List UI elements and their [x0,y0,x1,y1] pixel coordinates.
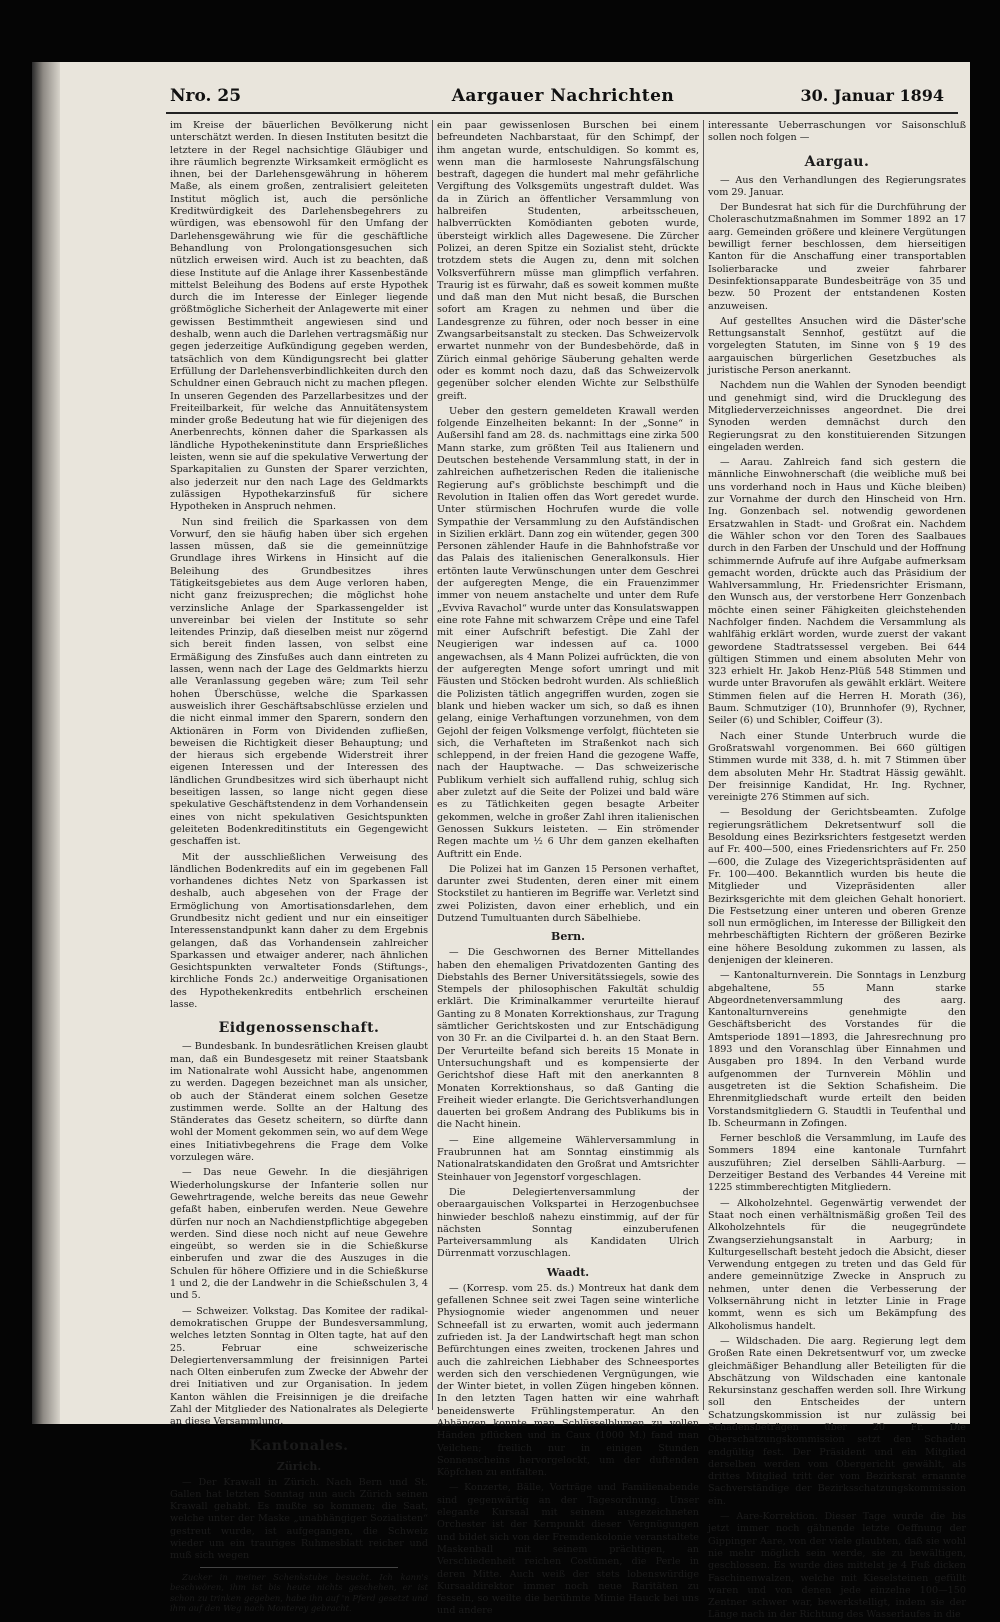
paragraph: — Eine allgemeine Wählerversammlung in Fraubrunnen hat am Sonntag einstimmig als Nationalratskandidaten den Großrat und Amtsrichter Steinhauer von Jegenstorf vorgeschlagen. [437,1134,699,1183]
section-heading-eidgenossenschaft: Eidgenossenschaft. [218,1020,380,1037]
paragraph: Ferner beschloß die Versammlung, im Laufe des Sommers 1894 eine kantonale Turnfahrt auszuführen; Ziel derselben Sählli-Aarburg. — Derzeitiger Bestand des Verbandes 44 Vereine mit 1225 stimmberechtigten Mitgliedern. [708,1133,966,1194]
column-1 [170,120,428,1614]
paragraph: — Konzerte, Bälle, Vorträge und Familienabende sind gegenwärtig an der Tagesordnung. Unser elegante Kursaal mit seinem ausgezeichneten Orchester ist der Kernpunkt dieser Vergnügungen und bildet sich von der Fremdenkolonie veranstaltete Maskenball mit seinem prächtigen, an Verschiedenheit reichen Costümen, die Perle in deren Mitte. Auch weiß der stets lobenswürdige Kursaaldirektor immer noch neue Raritäten zu fesseln, so weilte die berühmte Mimie Hauck bei uns und andere [437,1482,699,1617]
column-separator [432,120,433,1410]
paragraph: — Wildschaden. Die aarg. Regierung legt dem Großen Rate einen Dekretsentwurf vor, um zwecke gleichmäßiger Behandlung aller Beteiligten für die Abschätzung von Wildschaden eine kantonale Rekursinstanz geschaffen werden soll. Ihre Wirkung soll den Entscheides der untern Schatzungskommission ist nur zulässig bei Schadensbeträgen über 20 Fr. Die Oberschatzungskommission setzt den Schaden endgültig fest. Der Präsident und ein Mitglied derselben werden vom Obergericht gewählt, als drittes Mitglied tritt der vom Bezirksrat ernannte Sachverständige der Bezirksschatzungskommission ein. [708,1335,966,1507]
paragraph: — Der Krawall in Zürich. Nach Bern und St. Gallen hat letzten Sonntag nun auch Zürich seinen Krawall gehabt. Es mußte so kommen; die Saat, welche unter der Maske „unabhängiger Sozialisten“ gestreut wurde, ist aufgegangen, die Schweiz wieder um ein trauriges Ruhmesblatt reicher und muß sich wegen [170,1476,428,1562]
paragraph: interessante Ueberraschungen vor Saisonschluß sollen noch folgen — [708,120,966,144]
paragraph: Die Delegiertenversammlung der oberaargauischen Volkspartei in Herzogenbuchsee hinwieder beschloß nahezu einstimmig, auf der für nächsten Sonntag einzuberufenen Parteiversammlung als Kandidaten Ulrich Dürrenmatt vorzuschlagen. [437,1186,699,1260]
divider [200,1567,398,1568]
issue-number: Nro. 25 [170,86,242,106]
subheading-zuerich: Zürich. [276,1459,322,1473]
issue-date: 30. Januar 1894 [800,86,944,105]
paragraph: Die Polizei hat im Ganzen 15 Personen verhaftet, darunter zwei Studenten, deren einer mit einem Stockstilet zu hantieren im Begriffe war. Verletzt sind zwei Polizisten, davon einer erheblich, und ein Dutzend Tumultuanten durch Säbelhiebe. [437,863,699,924]
newspaper-page [32,62,970,1621]
paragraph: im Kreise der bäuerlichen Bevölkerung nicht unterschätzt werden. In diesen Instituten besitzt die letztere in der Regel nachsichtige Gläubiger und ihre räumlich begrenzte Wirksamkeit ermöglicht es ihnen, bei der Darlehensgewährung in höherem Maße, als einem großen, zentralisiert geleiteten Institut möglich ist, auch die persönliche Kreditwürdigkeit des Darlehensbegehrers zu würdigen, was ebensowohl für den Umfang der Darlehensgewährung wie für die geschäftliche Behandlung von Prolongationsgesuchen sich nützlich erweisen wird. Auch ist zu beachten, daß diese Institute auf die Anlage ihrer Kassenbestände mittelst Beleihung des Bodens auf erste Hypothek durch die im Interesse der Einleger liegende größtmögliche Sicherheit der Anlagewerte mit einer gewissen Bestimmtheit angewiesen sind und deshalb, wenn auch die Darlehen vertragsmäßig nur gegen jederzeitige Aufkündigung gegeben werden, tatsächlich von dem Kündigungsrecht bei glatter Erfüllung der Darlehensverbindlichkeiten durch den Schuldner einen Gebrauch nicht zu machen pflegen. In unseren Gegenden des Parzellarbesitzes und der Freiteilbarkeit, für welche das Annuitätensystem minder große Bedeutung hat wie für diejenigen des Anerbenrechts, können daher die Sparkassen als ländliche Hypothekeninstitute dann Ersprießliches leisten, wenn sie auf die spekulative Verwertung der Sparkapitalien zu Gunsten der Sparer verzichten, also jederzeit nur den nach Lage des Geldmarkts zulässigen Hypothekarzinsfuß für sichere Hypotheken in Anspruch nehmen. [170,120,428,513]
paragraph: — Kantonalturnverein. Die Sonntags in Lenzburg abgehaltene, 55 Mann starke Abgeordnetenversammlung des aarg. Kantonalturnvereins genehmigte den Geschäftsbericht des Vorstandes für die Amtsperiode 1891—1893, die Jahresrechnung pro 1893 und den Voranschlag über Einnahmen und Ausgaben pro 1894. In den Verband wurde aufgenommen der Turnverein Möhlin und ausgetreten ist die Sektion Schafisheim. Die Ehrenmitgliedschaft wurde erteilt den beiden Vorstandsmitgliedern G. Staudtli in Teufenthal und Ib. Scheurmann in Zofingen. [708,970,966,1129]
subheading-waadt: Waadt. [546,1265,590,1279]
paragraph: — Alkoholzehntel. Gegenwärtig verwendet der Staat noch einen verhältnismäßig großen Teil des Alkoholzehntels für die neugegründete Zwangserziehungsanstalt in Aarburg; in Kulturgesellschaft besteht jedoch die Absicht, dieser Verwendung entgegen zu treten und das Geld für andere gemeinnützige Zwecke in Anspruch zu nehmen, unter denen die Verbesserung der Volksernährung nicht in letzter Linie in Frage kommt, wenn es sich um Bekämpfung des Alkoholismus handelt. [708,1197,966,1332]
paragraph: — Die Geschwornen des Berner Mittellandes haben den ehemaligen Privatdozenten Ganting des Diebstahls des Berner Universitätssiegels, sowie des Stempels der philosophischen Fakultät schuldig erklärt. Die Kriminalkammer verurteilte hierauf Ganting zu 8 Monaten Korrektionshaus, zur Tragung sämtlicher Gerichtskosten und zur Entschädigung von 30 Fr. an die Civilpartei d. h. an den Staat Bern. Der Verurteilte befand sich bereits 15 Monate in Untersuchungshaft und es kompensierte der Gerichtshof diese Haft mit den anerkannten 8 Monaten Korrektionshaus, so daß Ganting die Freiheit wieder erlangte. Die Gerichtsverhandlungen dauerten bei großem Andrang des Publikums bis in die Nacht hinein. [437,947,699,1131]
masthead-rule [166,112,958,114]
paragraph: ein paar gewissenlosen Burschen bei einem befreundeten Nachbarstaat, für den Schimpf, der ihm angetan wurde, entschuldigen. So kommt es, wenn man die harmloseste Nahrungsfälschung bestraft, dagegen die hundert mal mehr gefährliche Vergiftung des Volksgemüts ungestraft duldet. Was da in Zürich an öffentlicher Versammlung von halbreifen Studenten, arbeitsscheuen, halbverrückten Komödianten geboten wurde, übersteigt wirklich alles Dagewesene. Die Zürcher Polizei, an deren Spitze ein Sozialist steht, drückte trotzdem stets die Augen zu, denn mit solchen Volksverführern müsse man glimpflich verfahren. Traurig ist es fürwahr, daß es soweit kommen mußte und daß man den Mut nicht besaß, die Burschen sofort am Kragen zu nehmen und über die Landesgrenze zu führen, oder noch besser in eine Zwangsarbeitsanstalt zu stecken. Das Schweizervolk erwartet nunmehr von der Bundesbehörde, daß in Zürich einmal gehörige Säuberung gehalten werde oder es kommt noch dazu, daß das Schweizervolk gegenüber solcher elenden Wichte zur Selbsthülfe greift. [437,120,699,402]
subheading-bern: Bern. [551,930,585,944]
paragraph: Auf gestelltes Ansuchen wird die Däster'sche Rettungsanstalt Sennhof, gestützt auf die vorgelegten Statuten, im Sinne von § 19 des aargauischen bürgerlichen Gesetzbuches als juristische Person anerkannt. [708,315,966,377]
column-2 [437,120,699,1617]
column-3 [708,120,966,1621]
paragraph: — Aarau. Zahlreich fand sich gestern die männliche Einwohnerschaft (die weibliche muß bei uns vorderhand noch in Haus und Küche bleiben) zur Vornahme der durch den Hinscheid von Hrn. Ing. Gonzenbach sel. notwendig gewordenen Ersatzwahlen in Stadt- und Großrat ein. Nachdem die Wähler schon vor den Toren des Saalbaues durch in den Farben der Unschuld und der Hoffnung schimmernde Aufrufe auf ihre Aufgabe aufmerksam gemacht worden, drückte auch das Präsidium der Wahlversammlung, Hr. Friedensrichter Erismann, den Wunsch aus, der verstorbene Herr Gonzenbach möchte einen seiner Fähigkeiten gleichstehenden Nachfolger finden. Nachdem die Versammlung als wahlfähig erklärt worden, wurde zuerst der vakant gewordene Stadtratssessel vergeben. Bei 644 gültigen Stimmen und einem absoluten Mehr von 323 erhielt Hr. Jakob Henz-Plüß 548 Stimmen und wurde unter Bravorufen als gewählt erklärt. Weitere Stimmen fielen auf die Herren H. Morath (36), Baum. Schmutziger (10), Brunnhofer (9), Rychner, Seiler (6) und Schibler, Coiffeur (3). [708,457,966,727]
paragraph: — Bundesbank. In bundesrätlichen Kreisen glaubt man, daß ein Bundesgesetz mit reiner Staatsbank im Nationalrate wohl Aussicht habe, angenommen zu werden. Dagegen bezeichnet man als unsicher, ob auch der Ständerat einem solchen Gesetze zustimmen werde. Sollte an der Haltung des Ständerates das Gesetz scheitern, so dürfte dann wohl der Moment gekommen sein, wo auf dem Wege eines Initiativbegehrens die Frage dem Volke vorzulegen wäre. [170,1041,428,1164]
footnote: Zucker in meiner Schenkstube besucht. Ich kann's beschwören, ihm ist bis heute nichts geschehen, er ist schon zu trinken gegeben, habe ihn auf 'n Pferd gesetzt und ihm auf den Weg nach Monterey gebracht. [170,1571,428,1614]
paragraph: — (Korresp. vom 25. ds.) Montreux hat dank dem gefallenen Schnee seit zwei Tagen seine winterliche Physiognomie wieder angenommen und neuer Schneefall ist zu erwarten, womit auch jedermann zufrieden ist. Ja der Landwirtschaft hegt man schon Befürchtungen eines zweiten, trockenen Jahres und auch die zahlreichen Liebhaber des Schneesportes werden sich den verschiedenen Vergnügungen, wie der Winter bietet, in vollen Zügen hingeben können. In den letzten Tagen hatten wir eine wahrhaft beneidenswerte Frühlingstemperatur. An den Abhängen konnte man Schlüsselblumen zu vollen Händen pflücken und in Caux (1000 M.) fand man Veilchen; freilich nur in einigen Stunden Sonnenscheins hervorgelockt, um der duftenden Köpfchen zu entfalten. [437,1282,699,1479]
masthead [160,86,966,108]
section-heading-aargau: Aargau. [804,153,870,170]
paragraph: — Das neue Gewehr. In die diesjährigen Wiederholungskurse der Infanterie sollen nur Gewehrtragende, welche bereits das neue Gewehr gefaßt haben, einberufen werden. Neue Gewehre dürfen nur noch an Nachdienstpflichtige abgegeben werden. Sind diese noch nicht auf neue Gewehre eingeübt, so werden sie in die Schießkurse einberufen und zwar die des Auszuges in die Schulen für höhere Offiziere und in die Schießkurse 1 und 2, die der Landwehr in die Schießschulen 3, 4 und 5. [170,1167,428,1302]
paper-title: Aargauer Nachrichten [451,86,675,106]
paragraph: Ueber den gestern gemeldeten Krawall werden folgende Einzelheiten bekannt: In der „Sonne“ in Außersihl fand am 28. ds. nachmittags eine zirka 500 Mann starke, zum größten Teil aus Italienern und Deutschen bestehende Versammlung statt, in der in zahlreichen aufhetzerischen Reden die italienische Regierung auf's gröblichste beschimpft und die Revolution in Italien offen das Wort geredet wurde. Unter stürmischen Hochrufen wurde die volle Sympathie der Versammlung zu den Aufständischen in Sizilien erklärt. Dann zog ein wütender, gegen 300 Personen zählender Haufe in die Bahnhofstraße vor das Palais des italienischen Generalkonsuls. Hier ertönten laute Verwünschungen unter dem Geschrei der aufgeregten Menge, die ein Frauenzimmer immer von neuem anstachelte und unter dem Rufe „Evviva Ravachol“ wurde unter das Konsulatswappen eine rote Fahne mit schwarzem Crêpe und eine Tafel mit einer Aufschrift befestigt. Die Zahl der Neugierigen war indessen auf ca. 1000 angewachsen, als 4 Mann Polizei aufrückten, die von der aufgeregten Menge sofort umringt und mit Fäusten und Stöcken bedroht wurden. Als schließlich die Polizisten tätlich angegriffen wurden, zogen sie blank und hieben wacker um sich, so daß es ihnen gelang, einige Verhaftungen vorzunehmen, von dem Gejohl der feigen Volksmenge verfolgt, flüchteten sie sich, die Verhafteten im Straßenkot nach sich schleppend, in der freien Hand die gezogene Waffe, nach der Hauptwache. — Das schweizerische Publikum verhielt sich auffallend ruhig, schlug sich aber zuletzt auf die Seite der Polizei und bald wäre es zu Tätlichkeiten gegen besagte Arbeiter gekommen, welche in großer Zahl ihren italienischen Genossen Sukkurs leisteten. — Ein strömender Regen machte um ½ 6 Uhr dem ganzen ekelhaften Auftritt ein Ende. [437,405,699,860]
paragraph: Nun sind freilich die Sparkassen von dem Vorwurf, den sie häufig haben über sich ergehen lassen müssen, daß sie die gemeinnützige Grundlage ihres Wirkens in Hinsicht auf die Beleihung des Grundbesitzes ihres Tätigkeitsgebietes aus dem Auge verloren haben, nicht ganz freizusprechen; die möglichst hohe verzinsliche Anlage der Sparkassengelder ist unvereinbar bei vielen der Institute so sehr leitendes Prinzip, daß dieselben meist nur zögernd sich bereit finden lassen, von selbst eine Ermäßigung des Zinsfußes auch dann eintreten zu lassen, wenn nach der Lage des Geldmarkts hierzu alle Veranlassung gegeben wäre; zum Teil sehr hohen Überschüsse, welche die Sparkassen ausweislich ihrer Geschäftsabschlüsse erzielen und die nicht einmal immer den Sparern, sondern den Aktionären in Form von Dividenden zufließen, beweisen die Richtigkeit dieser Behauptung; und der hieraus sich ergebende Widerstreit ihrer eigenen Interessen und der Interessen des ländlichen Grundbesitzes wird sich überhaupt nicht beseitigen lassen, so lange nicht gegen diese spekulative Geschäftstendenz in dem Vorhandensein eines von nicht spekulativen Gesichtspunkten geleiteten Bodenkreditinstituts ein Gegengewicht geschaffen ist. [170,516,428,848]
paragraph: — Besoldung der Gerichtsbeamten. Zufolge regierungsrätlichem Dekretsentwurf soll die Besoldung eines Bezirksrichters festgesetzt werden auf Fr. 400—500, eines Friedensrichters auf Fr. 250—600, die Zulage des Vizegerichtspräsidenten auf Fr. 100—400. Bekanntlich wurden bis heute die Mitglieder und Vizepräsidenten aller Bezirksgerichte mit dem gleichen Gehalt honoriert. Die Festsetzung einer unteren und oberen Grenze soll nun ermöglichen, im Interesse der Billigkeit den mehrbeschäftigten Richtern der größeren Bezirke eine höhere Besoldung zukommen zu lassen, als denjenigen der kleineren. [708,807,966,966]
column-separator [703,120,704,1410]
section-heading-kantonales: Kantonales. [249,1437,349,1454]
paragraph: Nachdem nun die Wahlen der Synoden beendigt und genehmigt sind, wird die Drucklegung des Mitgliederverzeichnisses angeordnet. Die drei Synoden werden demnächst durch den Regierungsrat zu den konstituierenden Sitzungen eingeladen werden. [708,380,966,453]
page-fold-shadow [32,62,60,1424]
paragraph: — Aus den Verhandlungen des Regierungsrates vom 29. Januar. [708,174,966,198]
paragraph: Der Bundesrat hat sich für die Durchführung der Choleraschutzmaßnahmen im Sommer 1892 an 17 aarg. Gemeinden größere und kleinere Vergütungen bewilligt ferner beschlossen, dem hierseitigen Kanton für die Anschaffung einer transportablen Isolierbaracke und zweier fahrbarer Desinfektionsapparate Bundesbeiträge von 35 und bezw. 50 Prozent der entstandenen Kosten anzuweisen. [708,202,966,312]
paragraph: Nach einer Stunde Unterbruch wurde die Großratswahl vorgenommen. Bei 660 gültigen Stimmen wurde mit 338, d. h. mit 7 Stimmen über dem absoluten Mehr Hr. Stadtrat Hässig gewählt. Der freisinnige Kandidat, Hr. Ing. Rychner, vereinigte 276 Stimmen auf sich. [708,730,966,804]
paragraph: Mit der ausschließlichen Verweisung des ländlichen Bodenkredits auf ein im gegebenen Fall vorhandenes dichtes Netz von Sparkassen ist deshalb, auch abgesehen von der Frage der Ermöglichung von Amortisationsdarlehen, dem Grundbesitz nicht gedient und nur ein einseitiger Interessenstandpunkt kann daher zu dem Ergebnis gelangen, daß das Vorhandensein zahlreicher Sparkassen und etwaiger anderer, nach ähnlichen Gesichtspunkten verwalteter Fonds (Stiftungs-, kirchliche Fonds 2c.) anderweitige Organisationen des Hypothekenkredits entbehrlich erscheinen lasse. [170,851,428,1011]
paragraph: — Schweizer. Volkstag. Das Komitee der radikal-demokratischen Gruppe der Bundesversammlung, welches letzten Sonntag in Olten tagte, hat auf den 25. Februar eine schweizerische Delegiertenversammlung der freisinnigen Partei nach Olten einberufen zum Zwecke der Abwehr der drei Initiativen und zur Organisation. In jedem Kanton wählen die Freisinnigen je die dreifache Zahl der Mitglieder des Nationalrates als Delegierte an diese Versammlung. [170,1305,428,1428]
paragraph: — Aare-Korrektion. Dieser Tage wurde die bis jetzt immer noch gähnende letzte Oeffnung der Gippinger Aare, von der viele glaubten, daß sie wohl nie mehr möglich sein werde, sie zu bewältigen, geschlossen. Es wurde dies mittelst je 4 Fuß dicken Faschinenwalzen, welche mit Kieselsteinen gefüllt waren und von denen jede einzelne 100—150 Zentner schwer war, bewerkstelligt, indem sie der Länge nach in der Richtung des Wasserlaufes in die [708,1511,966,1621]
